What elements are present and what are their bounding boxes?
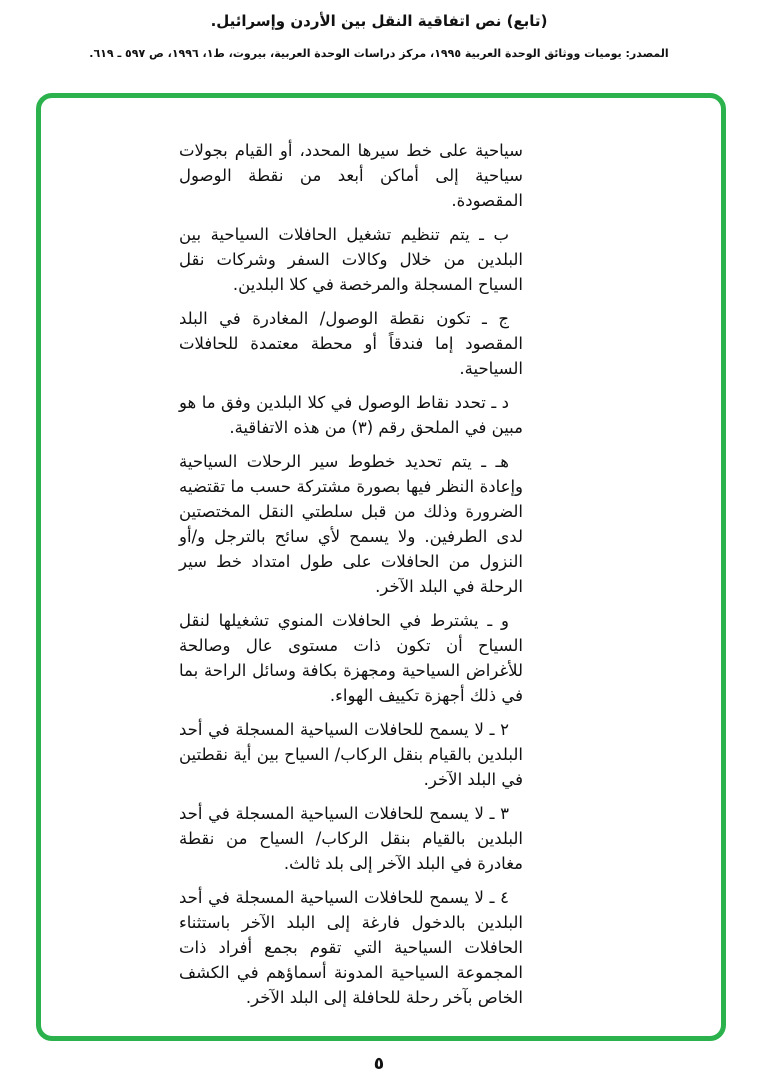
paragraph: سياحية على خط سيرها المحدد، أو القيام بجولات سياحية إلى أماكن أبعد من نقطة الوصول المقصودة. (179, 141, 523, 210)
page-title: (تابع) نص اتفاقية النقل بين الأردن وإسرائيل. (210, 12, 548, 30)
paragraph: هـ ـ يتم تحديد خطوط سير الرحلات السياحية وإعادة النظر فيها بصورة مشتركة حسب ما تقتضيه الضرورة وذلك من قبل سلطتي النقل المختصتين لدى الطرفين. ولا يسمح لأي سائح بالترجل و/أو النزول من الحافلات على طول امتداد خط سير الرحلة في البلد الآخر. (179, 452, 523, 596)
paragraph: ج ـ تكون نقطة الوصول/ المغادرة في البلد المقصود إما فندقاً أو محطة معتمدة للحافلات السياحية. (179, 309, 523, 378)
paragraph: ٣ ـ لا يسمح للحافلات السياحية المسجلة في أحد البلدين بالقيام بنقل الركاب/ السياح من نقطة مغادرة في البلد الآخر إلى بلد ثالث. (179, 804, 523, 873)
paragraph: ٤ ـ لا يسمح للحافلات السياحية المسجلة في أحد البلدين بالدخول فارغة إلى البلد الآخر باستثناء الحافلات السياحية التي تقوم بجمع أفراد ذات المجموعة السياحية المدونة أسماؤهم في الكشف الخاص بآخر رحلة للحافلة إلى البلد الآخر. (179, 888, 523, 1007)
page-number: ٥ (373, 1054, 385, 1074)
paragraph: د ـ تحدد نقاط الوصول في كلا البلدين وفق ما هو مبين في الملحق رقم (٣) من هذه الاتفاقية. (179, 393, 523, 437)
content-border-box (36, 93, 726, 1041)
document-body (179, 138, 523, 1019)
source-citation: المصدر: يوميات ووثائق الوحدة العربية ١٩٩٥، مركز دراسات الوحدة العربية، بيروت، ط١، ١٩٩٦، ص ٥٩٧ ـ ٦١٩. (89, 47, 669, 60)
paragraph: و ـ يشترط في الحافلات المنوي تشغيلها لنقل السياح أن تكون ذات مستوى عال وصالحة للأغراض السياحية ومجهزة بكافة وسائل الراحة بما في ذلك أجهزة تكييف الهواء. (179, 611, 523, 705)
paragraph: ب ـ يتم تنظيم تشغيل الحافلات السياحية بين البلدين من خلال وكالات السفر وشركات نقل السياح المسجلة والمرخصة في كلا البلدين. (179, 225, 523, 294)
paragraph: ٢ ـ لا يسمح للحافلات السياحية المسجلة في أحد البلدين بالقيام بنقل الركاب/ السياح بين أية نقطتين في البلد الآخر. (179, 720, 523, 789)
